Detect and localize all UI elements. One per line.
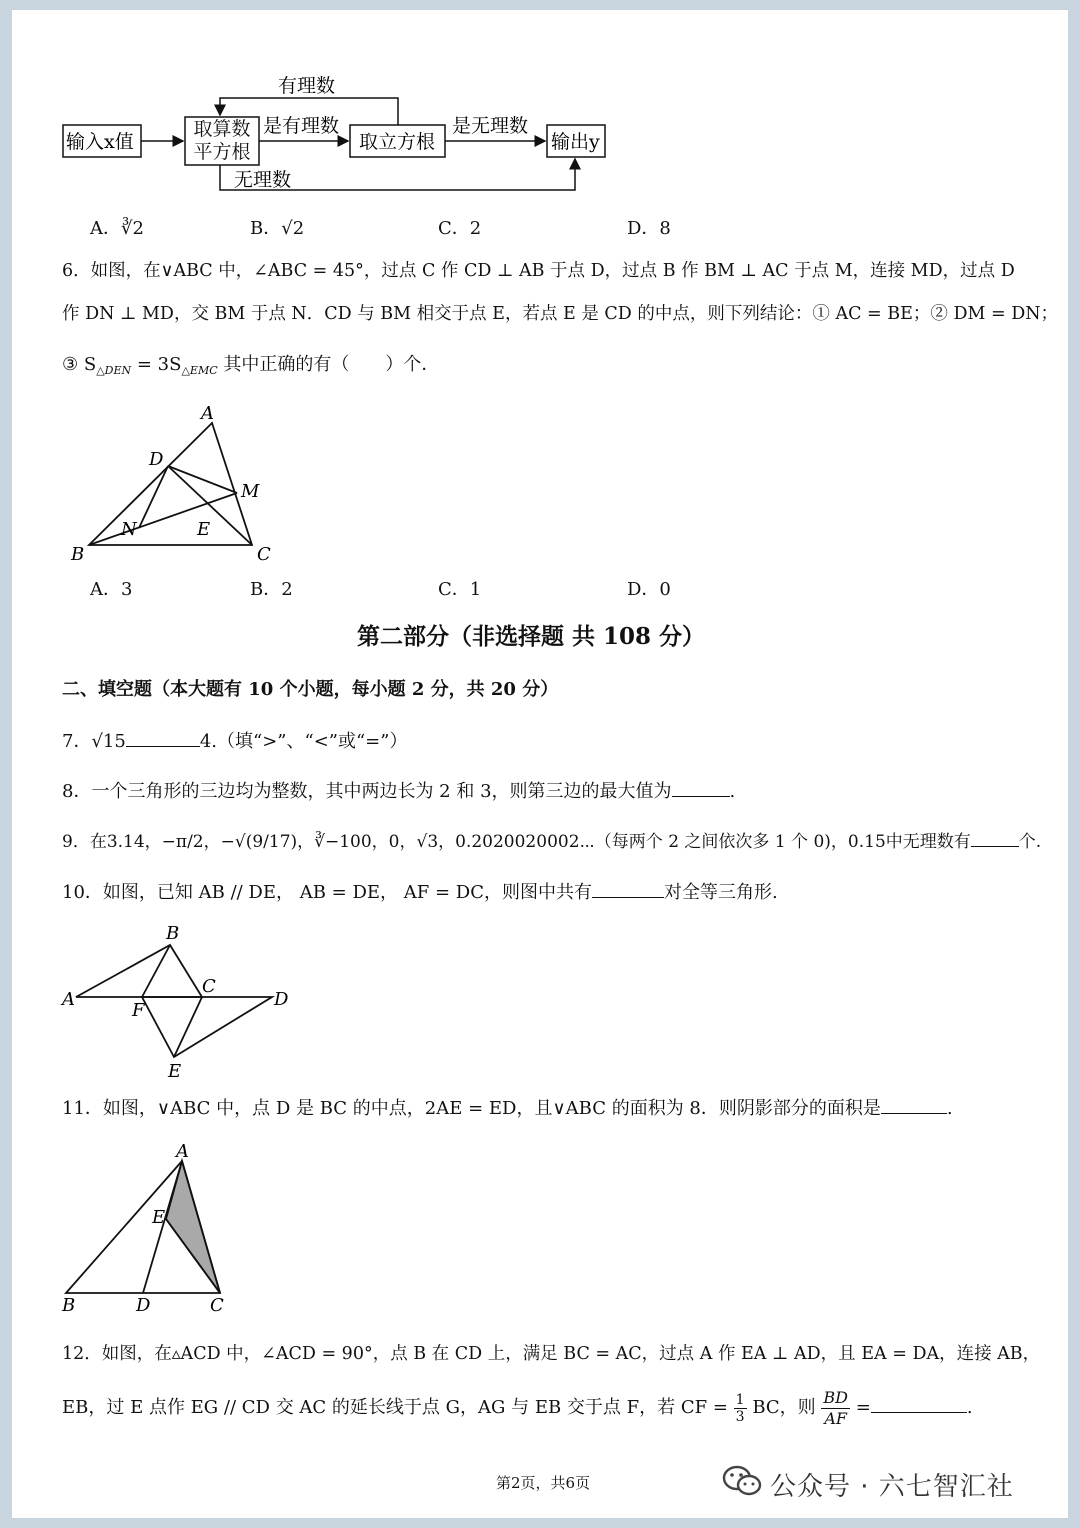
q6-option-a: A．3 <box>90 579 133 600</box>
q10: 10．如图，已知 AB // DE， AB = DE， AF = DC，则图中共有 对全等三角形. <box>62 882 778 903</box>
q11-label-e: E <box>152 1207 166 1228</box>
q7: 7．√15 4.（填“>”、“<”或“=”） <box>62 731 408 752</box>
ratio-fraction: $\frac{BD}{AF}$ <box>823 1387 848 1428</box>
q7-blank[interactable] <box>126 730 200 747</box>
q12-blank[interactable] <box>871 1396 967 1413</box>
q6-option-b: B．2 <box>250 579 293 600</box>
wechat-icon <box>722 1464 762 1498</box>
q10-blank[interactable] <box>592 881 664 898</box>
q8: 8．一个三角形的三边均为整数，其中两边长为 2 和 3，则第三边的最大值为 . <box>62 781 736 802</box>
flow-output: 输出y <box>551 131 600 153</box>
q11: 11．如图，∨ABC 中，点 D 是 BC 的中点，2AE = ED，且∨ABC 的面积为 8．则阴影部分的面积是 . <box>62 1098 953 1119</box>
q12-line2: EB，过 E 点作 EG // CD 交 AC 的延长线于点 G，AG 与 EB 交于点 F，若 CF = $\frac{1}{3}$ BC，则 $\frac{BD}{AF}$ = . <box>62 1387 973 1428</box>
q6-line1: 6．如图，在∨ABC 中，∠ABC = 45°，过点 C 作 CD ⊥ AB 于点 D，过点 B 作 BM ⊥ AC 于点 M，连接 MD，过点 D <box>62 261 1015 281</box>
q11-label-d: D <box>136 1295 151 1316</box>
q6-line2: 作 DN ⊥ MD，交 BM 于点 N．CD 与 BM 相交于点 E，若点 E 是 CD 的中点，则下列结论：① AC = BE；② DM = DN； <box>62 304 1059 324</box>
q6-line3: ③ $S_{\triangle DEN} = 3S_{\triangle EMC}$ 其中正确的有（ ）个． <box>62 354 440 377</box>
q10-label-b: B <box>166 923 180 944</box>
q5-option-c: C．2 <box>438 218 482 239</box>
q6-option-d: D．0 <box>627 579 671 600</box>
q8-blank[interactable] <box>672 780 730 797</box>
flow-cube-root: 取立方根 <box>359 131 436 153</box>
q11-blank[interactable] <box>881 1097 947 1114</box>
q10-label-f: F <box>132 1000 145 1021</box>
q10-label-c: C <box>202 976 216 997</box>
exam-page <box>12 10 1068 1518</box>
q11-shaded-region <box>166 1161 220 1293</box>
q6-label-c: C <box>257 544 271 565</box>
flow-is-rational: 是有理数 <box>263 115 340 137</box>
q5-option-b: B．√2 <box>250 218 305 239</box>
q9: 9．在3.14，−π/2，−√(9/17)，∛−100，0，√3，0.2020020002⋯（每两个 2 之间依次多 1 个 0)，0.15中无理数有 个. <box>62 832 1042 852</box>
q6-label-d: D <box>149 449 164 470</box>
cf-fraction: $\frac{1}{3}$ <box>735 1391 745 1425</box>
q5-option-a: A．∛2 <box>90 218 144 239</box>
q6-label-m: M <box>241 481 260 502</box>
page-footer: 第2页，共6页 <box>496 1474 591 1492</box>
flow-take-root: 取算数平方根 <box>193 118 251 163</box>
q6-label-e: E <box>197 519 211 540</box>
q10-label-d: D <box>274 989 289 1010</box>
q10-label-a: A <box>62 989 75 1010</box>
section2-heading: 二、填空题（本大题有 10 个小题，每小题 2 分，共 20 分） <box>62 679 559 700</box>
q6-label-b: B <box>71 544 85 565</box>
q6-option-c: C．1 <box>438 579 482 600</box>
q11-label-a: A <box>176 1141 189 1162</box>
q9-blank[interactable] <box>971 830 1019 847</box>
flow-rational: 有理数 <box>278 75 336 97</box>
q11-label-c: C <box>210 1295 224 1316</box>
q5-option-d: D．8 <box>627 218 671 239</box>
q10-figure <box>62 923 302 1082</box>
q6-label-n: N <box>121 519 137 540</box>
q6-figure <box>67 405 297 565</box>
flow-irrational: 无理数 <box>234 169 292 191</box>
flow-input: 输入x值 <box>66 131 134 153</box>
q10-label-e: E <box>168 1061 182 1082</box>
q11-figure <box>62 1141 282 1316</box>
flow-is-irrational: 是无理数 <box>452 115 529 137</box>
part2-title: 第二部分（非选择题 共 108 分） <box>357 623 706 650</box>
watermark-text: 公众号 · 六七智汇社 <box>770 1472 1014 1502</box>
q6-label-a: A <box>201 403 214 424</box>
q12-line1: 12．如图，在▵ACD 中，∠ACD = 90°，点 B 在 CD 上，满足 BC = AC，过点 A 作 EA ⊥ AD，且 EA = DA，连接 AB， <box>62 1344 1041 1364</box>
q11-label-b: B <box>62 1295 76 1316</box>
